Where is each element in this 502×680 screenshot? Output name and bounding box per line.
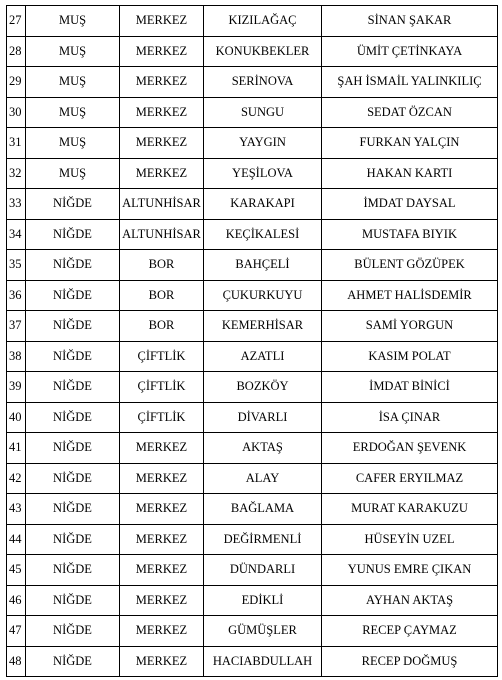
row-number: 29 bbox=[7, 67, 26, 98]
province-cell: MUŞ bbox=[26, 97, 120, 128]
row-number: 40 bbox=[7, 402, 26, 433]
province-cell: NİĞDE bbox=[26, 646, 120, 677]
table-row bbox=[7, 219, 498, 250]
province-cell: NİĞDE bbox=[26, 524, 120, 555]
district-cell: ALTUNHİSAR bbox=[120, 219, 204, 250]
province-cell: MUŞ bbox=[26, 6, 120, 37]
district-cell: MERKEZ bbox=[120, 524, 204, 555]
province-cell: MUŞ bbox=[26, 158, 120, 189]
province-cell: NİĞDE bbox=[26, 311, 120, 342]
village-cell: DÜNDARLI bbox=[204, 555, 322, 586]
person-name-cell: BÜLENT GÖZÜPEK bbox=[322, 250, 498, 281]
district-cell: MERKEZ bbox=[120, 158, 204, 189]
district-cell: MERKEZ bbox=[120, 555, 204, 586]
district-cell: ÇİFTLİK bbox=[120, 341, 204, 372]
person-name-cell: HÜSEYİN UZEL bbox=[322, 524, 498, 555]
village-cell: KIZILAĞAÇ bbox=[204, 6, 322, 37]
district-cell: MERKEZ bbox=[120, 463, 204, 494]
table-row bbox=[7, 463, 498, 494]
district-cell: MERKEZ bbox=[120, 6, 204, 37]
table-row bbox=[7, 97, 498, 128]
person-name-cell: ERDOĞAN ŞEVENK bbox=[322, 433, 498, 464]
district-cell: ÇİFTLİK bbox=[120, 372, 204, 403]
village-cell: ALAY bbox=[204, 463, 322, 494]
table-row bbox=[7, 36, 498, 67]
table-row bbox=[7, 67, 498, 98]
person-name-cell: YUNUS EMRE ÇIKAN bbox=[322, 555, 498, 586]
district-cell: MERKEZ bbox=[120, 36, 204, 67]
province-cell: MUŞ bbox=[26, 67, 120, 98]
village-cell: GÜMÜŞLER bbox=[204, 616, 322, 647]
province-cell: NİĞDE bbox=[26, 341, 120, 372]
village-cell: YEŞİLOVA bbox=[204, 158, 322, 189]
table-row bbox=[7, 280, 498, 311]
table-row bbox=[7, 341, 498, 372]
village-cell: BOZKÖY bbox=[204, 372, 322, 403]
village-cell: YAYGIN bbox=[204, 128, 322, 159]
row-number: 48 bbox=[7, 646, 26, 677]
row-number: 33 bbox=[7, 189, 26, 220]
district-cell: BOR bbox=[120, 250, 204, 281]
person-name-cell: FURKAN YALÇIN bbox=[322, 128, 498, 159]
table-row bbox=[7, 158, 498, 189]
table-row bbox=[7, 189, 498, 220]
person-name-cell: ÜMİT ÇETİNKAYA bbox=[322, 36, 498, 67]
district-cell: BOR bbox=[120, 280, 204, 311]
row-number: 27 bbox=[7, 6, 26, 37]
row-number: 42 bbox=[7, 463, 26, 494]
person-name-cell: MUSTAFA BIYIK bbox=[322, 219, 498, 250]
row-number: 36 bbox=[7, 280, 26, 311]
village-cell: SUNGU bbox=[204, 97, 322, 128]
province-cell: NİĞDE bbox=[26, 463, 120, 494]
village-cell: AZATLI bbox=[204, 341, 322, 372]
village-cell: KEÇİKALESİ bbox=[204, 219, 322, 250]
table-row bbox=[7, 311, 498, 342]
row-number: 39 bbox=[7, 372, 26, 403]
row-number: 31 bbox=[7, 128, 26, 159]
village-cell: EDİKLİ bbox=[204, 585, 322, 616]
province-cell: NİĞDE bbox=[26, 433, 120, 464]
village-cell: DEĞİRMENLİ bbox=[204, 524, 322, 555]
table-row bbox=[7, 250, 498, 281]
province-cell: NİĞDE bbox=[26, 219, 120, 250]
row-number: 44 bbox=[7, 524, 26, 555]
person-name-cell: İMDAT DAYSAL bbox=[322, 189, 498, 220]
row-number: 32 bbox=[7, 158, 26, 189]
table-row bbox=[7, 6, 498, 37]
district-cell: ALTUNHİSAR bbox=[120, 189, 204, 220]
province-cell: NİĞDE bbox=[26, 585, 120, 616]
village-cell: HACIABDULLAH bbox=[204, 646, 322, 677]
village-cell: KONUKBEKLER bbox=[204, 36, 322, 67]
person-name-cell: SAMİ YORGUN bbox=[322, 311, 498, 342]
province-cell: MUŞ bbox=[26, 36, 120, 67]
table-row bbox=[7, 646, 498, 677]
district-cell: MERKEZ bbox=[120, 128, 204, 159]
village-list-table bbox=[6, 5, 498, 677]
province-cell: NİĞDE bbox=[26, 616, 120, 647]
person-name-cell: MURAT KARAKUZU bbox=[322, 494, 498, 525]
row-number: 34 bbox=[7, 219, 26, 250]
village-cell: SERİNOVA bbox=[204, 67, 322, 98]
person-name-cell: RECEP ÇAYMAZ bbox=[322, 616, 498, 647]
village-cell: KARAKAPI bbox=[204, 189, 322, 220]
person-name-cell: KASIM POLAT bbox=[322, 341, 498, 372]
row-number: 46 bbox=[7, 585, 26, 616]
person-name-cell: AHMET HALİSDEMİR bbox=[322, 280, 498, 311]
village-cell: KEMERHİSAR bbox=[204, 311, 322, 342]
district-cell: MERKEZ bbox=[120, 616, 204, 647]
province-cell: NİĞDE bbox=[26, 402, 120, 433]
row-number: 35 bbox=[7, 250, 26, 281]
district-cell: MERKEZ bbox=[120, 585, 204, 616]
person-name-cell: ŞAH İSMAİL YALINKILIÇ bbox=[322, 67, 498, 98]
person-name-cell: CAFER ERYILMAZ bbox=[322, 463, 498, 494]
district-cell: MERKEZ bbox=[120, 494, 204, 525]
row-number: 41 bbox=[7, 433, 26, 464]
person-name-cell: İMDAT BİNİCİ bbox=[322, 372, 498, 403]
row-number: 47 bbox=[7, 616, 26, 647]
table-row bbox=[7, 433, 498, 464]
district-cell: BOR bbox=[120, 311, 204, 342]
district-cell: MERKEZ bbox=[120, 646, 204, 677]
person-name-cell: RECEP DOĞMUŞ bbox=[322, 646, 498, 677]
person-name-cell: SEDAT ÖZCAN bbox=[322, 97, 498, 128]
province-cell: NİĞDE bbox=[26, 250, 120, 281]
province-cell: NİĞDE bbox=[26, 494, 120, 525]
person-name-cell: AYHAN AKTAŞ bbox=[322, 585, 498, 616]
table-row bbox=[7, 402, 498, 433]
province-cell: NİĞDE bbox=[26, 372, 120, 403]
table-row bbox=[7, 555, 498, 586]
province-cell: MUŞ bbox=[26, 128, 120, 159]
table-body bbox=[7, 6, 498, 677]
district-cell: ÇİFTLİK bbox=[120, 402, 204, 433]
village-cell: ÇUKURKUYU bbox=[204, 280, 322, 311]
table-row bbox=[7, 372, 498, 403]
row-number: 45 bbox=[7, 555, 26, 586]
person-name-cell: İSA ÇINAR bbox=[322, 402, 498, 433]
row-number: 30 bbox=[7, 97, 26, 128]
village-cell: DİVARLI bbox=[204, 402, 322, 433]
village-cell: BAHÇELİ bbox=[204, 250, 322, 281]
district-cell: MERKEZ bbox=[120, 97, 204, 128]
table-row bbox=[7, 585, 498, 616]
table-row bbox=[7, 524, 498, 555]
row-number: 38 bbox=[7, 341, 26, 372]
table-row bbox=[7, 494, 498, 525]
row-number: 28 bbox=[7, 36, 26, 67]
person-name-cell: HAKAN KARTI bbox=[322, 158, 498, 189]
row-number: 37 bbox=[7, 311, 26, 342]
province-cell: NİĞDE bbox=[26, 555, 120, 586]
person-name-cell: SİNAN ŞAKAR bbox=[322, 6, 498, 37]
table-row bbox=[7, 616, 498, 647]
district-cell: MERKEZ bbox=[120, 67, 204, 98]
province-cell: NİĞDE bbox=[26, 189, 120, 220]
province-cell: NİĞDE bbox=[26, 280, 120, 311]
village-cell: BAĞLAMA bbox=[204, 494, 322, 525]
village-cell: AKTAŞ bbox=[204, 433, 322, 464]
row-number: 43 bbox=[7, 494, 26, 525]
district-cell: MERKEZ bbox=[120, 433, 204, 464]
table-row bbox=[7, 128, 498, 159]
